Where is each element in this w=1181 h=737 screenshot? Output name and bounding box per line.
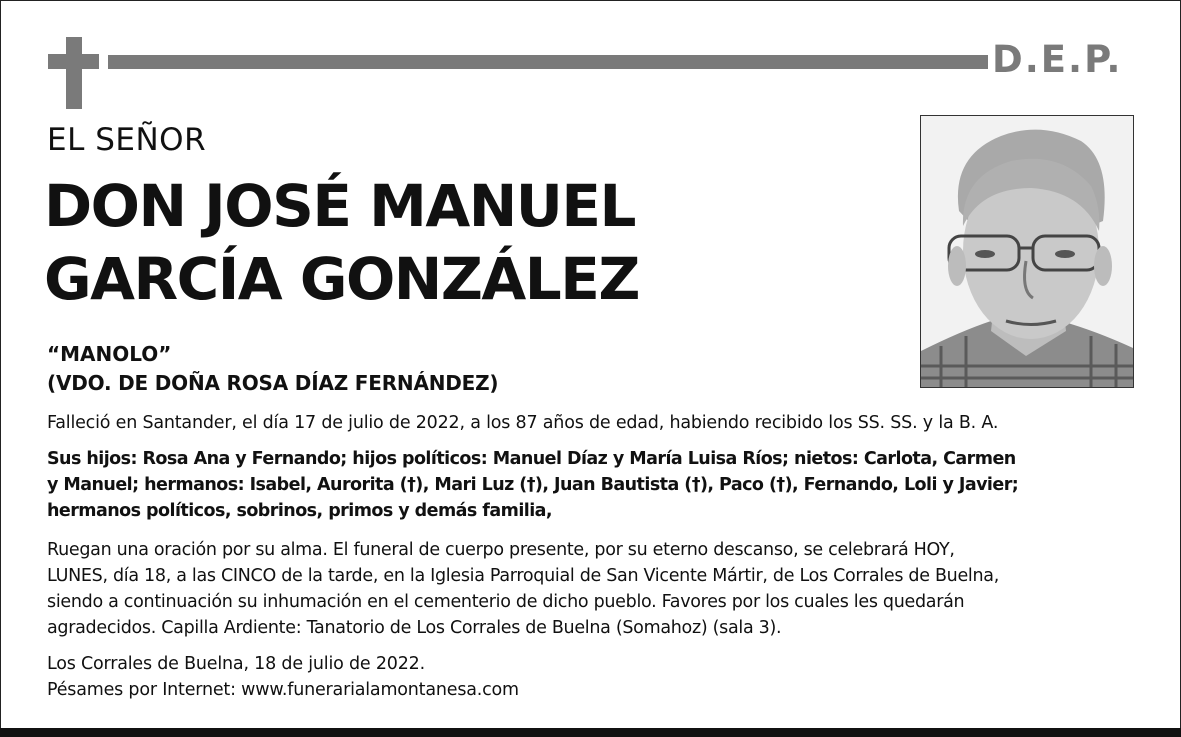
dep-label: D.E.P. <box>992 38 1123 81</box>
title-prefix: EL SEÑOR <box>47 122 207 158</box>
service-line: siendo a continuación su inhumación en el cementerio de dicho pueblo. Favores por los cuales les quedarán <box>47 592 965 612</box>
family-list <box>47 446 1172 524</box>
nickname: “MANOLO” <box>47 342 172 366</box>
funeral-service-info <box>47 537 999 641</box>
service-line: agradecidos. Capilla Ardiente: Tanatorio de Los Corrales de Buelna (Somahoz) (sala 3). <box>47 618 782 638</box>
bottom-border <box>0 728 1181 737</box>
deceased-name-line-2: GARCÍA GONZÁLEZ <box>44 245 639 313</box>
portrait-image <box>921 116 1133 387</box>
deceased-name-line-1: DON JOSÉ MANUEL <box>44 172 635 240</box>
family-line: hermanos políticos, sobrinos, primos y demás familia, <box>47 501 553 521</box>
deceased-name <box>44 170 639 316</box>
place-date: Los Corrales de Buelna, 18 de julio de 2022. <box>47 654 425 674</box>
family-line: Sus hijos: Rosa Ana y Fernando; hijos políticos: Manuel Díaz y María Luisa Ríos; nietos: Carlota, Carmen <box>47 449 1016 469</box>
family-line: y Manuel; hermanos: Isabel, Aurorita (†), Mari Luz (†), Juan Bautista (†), Paco (†), Fernando, Loli y Javier; <box>47 475 1019 495</box>
condolences-link[interactable]: Pésames por Internet: www.funerarialamontanesa.com <box>47 680 519 700</box>
cross-icon-bar <box>48 54 99 69</box>
death-notice: Falleció en Santander, el día 17 de julio de 2022, a los 87 años de edad, habiendo recibido los SS. SS. y la B. A. <box>47 413 999 433</box>
service-line: Ruegan una oración por su alma. El funeral de cuerpo presente, por su eterno descanso, se celebrará HOY, <box>47 540 955 560</box>
closing-info <box>47 651 519 703</box>
portrait-photo <box>920 115 1134 388</box>
service-line: LUNES, día 18, a las CINCO de la tarde, en la Iglesia Parroquial de San Vicente Mártir, de Los Corrales de Buelna, <box>47 566 999 586</box>
cross-icon <box>66 37 82 109</box>
header-rule <box>108 55 988 69</box>
widower-of: (VDO. DE DOÑA ROSA DÍAZ FERNÁNDEZ) <box>47 371 499 395</box>
